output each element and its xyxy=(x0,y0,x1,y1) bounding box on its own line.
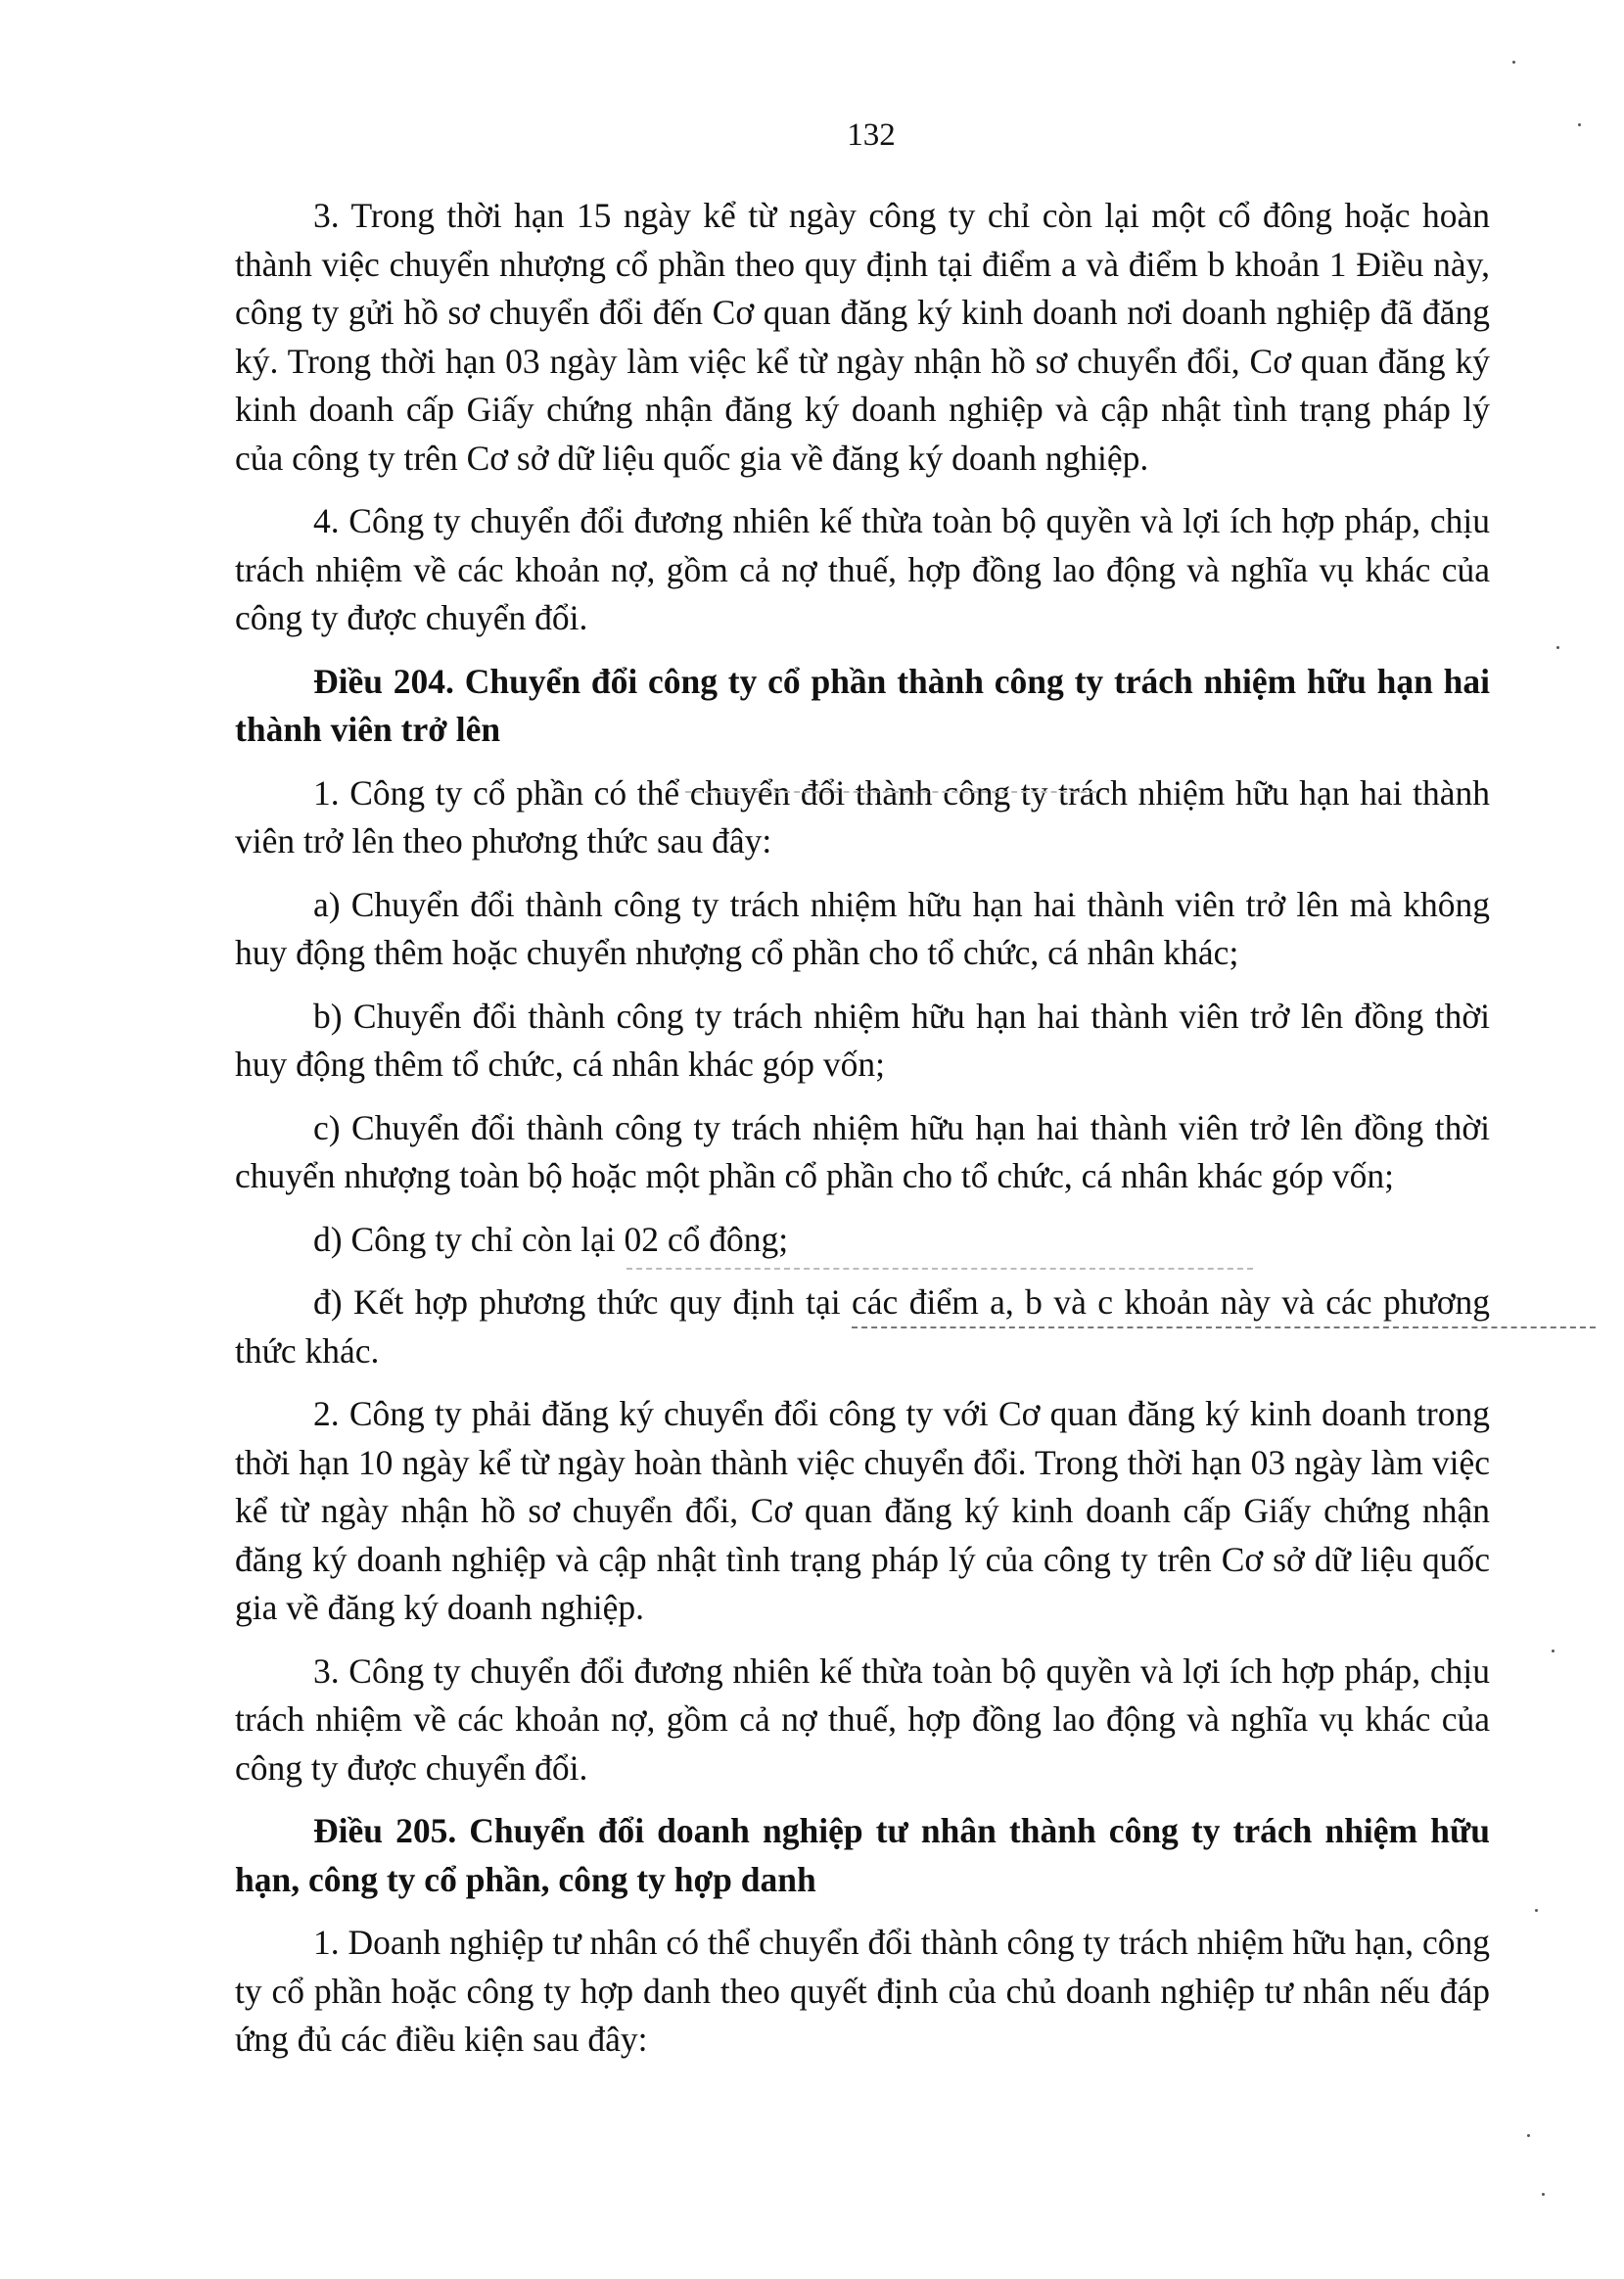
article-204-point-d: d) Công ty chỉ còn lại 02 cổ đông; xyxy=(313,1219,789,1259)
article-203-clause-3: 3. Trong thời hạn 15 ngày kể từ ngày công ty chỉ còn lại một cổ đông hoặc hoàn thành việc chuyển nhượng cổ phần theo quy định tại điểm a và điểm b khoản 1 Điều này, công ty gửi hồ sơ chuyển đổi đến Cơ quan đăng ký kinh doanh nơi doanh nghiệp đã đăng ký. Trong thời hạn 03 ngày làm việc kể từ ngày nhận hồ sơ chuyển đổi, Cơ quan đăng ký kinh doanh cấp Giấy chứng nhận đăng ký doanh nghiệp và cập nhật tình trạng pháp lý của công ty trên Cơ sở dữ liệu quốc gia về đăng ký doanh nghiệp. xyxy=(235,196,1490,478)
scan-speck xyxy=(1512,61,1515,64)
article-204-clause-2: 2. Công ty phải đăng ký chuyển đổi công ty với Cơ quan đăng ký kinh doanh trong thời hạn 10 ngày kể từ ngày hoàn thành việc chuyển đổi. Trong thời hạn 03 ngày làm việc kể từ ngày nhận hồ sơ chuyển đổi, Cơ quan đăng ký kinh doanh cấp Giấy chứng nhận đăng ký doanh nghiệp và cập nhật tình trạng pháp lý của công ty trên Cơ sở dữ liệu quốc gia về đăng ký doanh nghiệp. xyxy=(235,1394,1490,1627)
scan-speck xyxy=(1578,123,1581,126)
scan-speck xyxy=(1527,2134,1530,2137)
scan-speck xyxy=(1556,646,1559,649)
scan-speck xyxy=(1552,1650,1554,1652)
article-204-clause-3: 3. Công ty chuyển đổi đương nhiên kế thừa toàn bộ quyền và lợi ích hợp pháp, chịu trách nhiệm về các khoản nợ, gồm cả nợ thuế, hợp đồng lao động và nghĩa vụ khác của công ty được chuyển đổi. xyxy=(235,1651,1490,1788)
article-204-point-dd: đ) Kết hợp phương thức quy định tại các điểm a, b và c khoản này và các phương thức khác. xyxy=(235,1282,1490,1371)
article-204-clause-1: 1. Công ty cổ phần có thể chuyển đổi thành công ty trách nhiệm hữu hạn hai thành viên trở lên theo phương thức sau đây: xyxy=(235,772,1490,860)
article-203-clause-4: 4. Công ty chuyển đổi đương nhiên kế thừa toàn bộ quyền và lợi ích hợp pháp, chịu trách nhiệm về các khoản nợ, gồm cả nợ thuế, hợp đồng lao động và nghĩa vụ khác của công ty được chuyển đổi. xyxy=(235,501,1490,637)
article-204-heading: Điều 204. Chuyển đổi công ty cổ phần thành công ty trách nhiệm hữu hạn hai thành viên trở lên xyxy=(235,661,1490,749)
scan-dash-artifact xyxy=(685,791,1096,793)
article-204-point-b: b) Chuyển đổi thành công ty trách nhiệm hữu hạn hai thành viên trở lên đồng thời huy động thêm tổ chức, cá nhân khác góp vốn; xyxy=(235,996,1490,1084)
page-number: 132 xyxy=(847,117,896,153)
article-204-point-c: c) Chuyển đổi thành công ty trách nhiệm hữu hạn hai thành viên trở lên đồng thời chuyển nhượng toàn bộ hoặc một phần cổ phần cho tổ chức, cá nhân khác góp vốn; xyxy=(235,1107,1490,1195)
document-body xyxy=(235,192,1490,2079)
article-205-heading: Điều 205. Chuyển đổi doanh nghiệp tư nhân thành công ty trách nhiệm hữu hạn, công ty cổ phần, công ty hợp danh xyxy=(235,1811,1490,1899)
scan-dash-artifact xyxy=(852,1326,1596,1328)
scan-speck xyxy=(1542,2193,1545,2196)
article-204-point-a: a) Chuyển đổi thành công ty trách nhiệm hữu hạn hai thành viên trở lên mà không huy động thêm hoặc chuyển nhượng cổ phần cho tổ chức, cá nhân khác; xyxy=(235,884,1490,972)
scan-speck xyxy=(1535,1909,1538,1912)
scan-dash-artifact xyxy=(626,1268,1253,1270)
article-205-clause-1: 1. Doanh nghiệp tư nhân có thể chuyển đổi thành công ty trách nhiệm hữu hạn, công ty cổ phần hoặc công ty hợp danh theo quyết định của chủ doanh nghiệp tư nhân nếu đáp ứng đủ các điều kiện sau đây: xyxy=(235,1923,1490,2059)
